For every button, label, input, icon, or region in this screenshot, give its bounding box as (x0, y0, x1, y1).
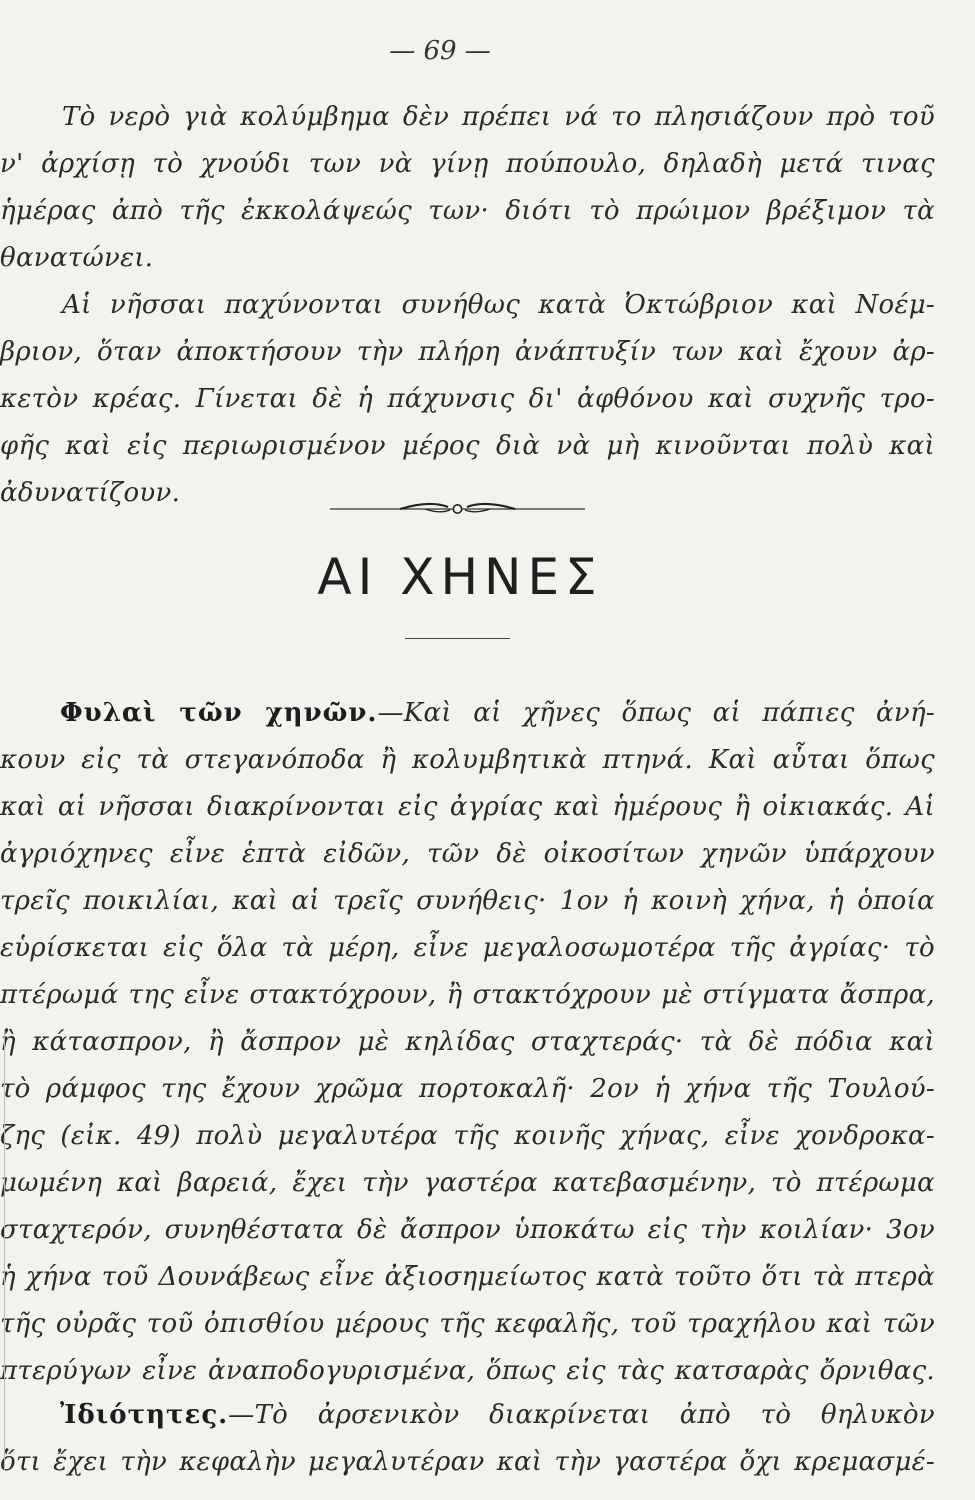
first-line-text: —Τὸ ἀρσενικὸν διακρίνεται ἀπὸ τὸ θηλυκὸν (228, 1400, 935, 1430)
paragraph-line: εὑρίσκεται εἰς ὅλα τὰ μέρη, εἶνε μεγαλοσωμοτέρα τῆς ἀγρίας· τὸ (0, 933, 935, 963)
paragraph-line: ζης (εἰκ. 49) πολὺ μεγαλυτέρα τῆς κοινῆς χήνας, εἶνε χονδροκα- (0, 1121, 935, 1151)
paragraph-line: πτέρωμά της εἶνε στακτόχρουν, ἢ στακτόχρουν μὲ στίγματα ἄσπρα, (0, 980, 935, 1010)
paragraph-line: καὶ αἱ νῆσσαι διακρίνονται εἰς ἀγρίας καὶ ἡμέρους ἢ οἰκιακάς. Αἱ (0, 792, 935, 822)
paragraph-line: ἡμέρας ἀπὸ τῆς ἐκκολάψεώς των· διότι τὸ πρώιμον βρέξιμον τὰ (0, 196, 935, 226)
section-title: ΑΙ ΧΗΝΕΣ (317, 548, 603, 606)
paragraph-line: Τὸ νερὸ γιὰ κολύμβημα δὲν πρέπει νά το πλησιάζουν πρὸ τοῦ (62, 102, 935, 132)
paragraph-line: ὅτι ἔχει τὴν κεφαλὴν μεγαλυτέραν καὶ τὴν γαστέρα ὄχι κρεμασμέ- (0, 1447, 935, 1477)
paragraph-3 (0, 690, 935, 1395)
paragraph-line: κετὸν κρέας. Γίνεται δὲ ἡ πάχυνσις δι' ἀφθόνου καὶ συχνῆς τρο- (0, 384, 935, 414)
paragraph-line: τὸ ράμφος της ἔχουν χρῶμα πορτοκαλῆ· 2ον ἡ χήνα τῆς Τουλού- (0, 1074, 935, 1104)
title-underline (405, 638, 510, 639)
ornament-divider (330, 494, 585, 524)
paragraph-1 (0, 94, 935, 282)
page-edge-line (4, 1030, 5, 1470)
paragraph-first-line (0, 690, 935, 737)
paragraph-line: πτερύγων εἶνε ἀναποδογυρισμένα, ὅπως εἰς τὰς κατσαρὰς ὄρνιθας. (0, 1356, 935, 1386)
paragraph-line: κουν εἰς τὰ στεγανόποδα ἢ κολυμβητικὰ πτηνά. Καὶ αὗται ὅπως (0, 745, 935, 775)
paragraph-line: βριον, ὅταν ἀποκτήσουν τὴν πλήρη ἀνάπτυξίν των καὶ ἔχουν ἀρ- (0, 337, 935, 367)
run-in-heading: Ἰδιότητες. (60, 1400, 229, 1430)
paragraph-line: ἀγριόχηνες εἶνε ἑπτὰ εἰδῶν, τῶν δὲ οἰκοσίτων χηνῶν ὑπάρχουν (0, 839, 935, 869)
paragraph-line: μωμένη καὶ βαρειά, ἔχει τὴν γαστέρα κατεβασμένην, τὸ πτέρωμα (0, 1168, 935, 1198)
paragraph-line: σταχτερόν, συνηθέστατα δὲ ἄσπρον ὑποκάτω εἰς τὴν κοιλίαν· 3ον (0, 1215, 935, 1245)
paragraph-line: ἡ χήνα τοῦ Δουνάβεως εἶνε ἀξιοσημείωτος κατὰ τοῦτο ὅτι τὰ πτερὰ (0, 1262, 935, 1292)
paragraph-first-line (0, 1392, 935, 1439)
paragraph-line: τρεῖς ποικιλίαι, καὶ αἱ τρεῖς συνήθεις· 1ον ἡ κοινὴ χήνα, ἡ ὁποία (0, 886, 935, 916)
paragraph-line: Αἱ νῆσσαι παχύνονται συνήθως κατὰ Ὀκτώβριον καὶ Νοέμ- (62, 290, 935, 320)
paragraph-4 (0, 1392, 935, 1486)
paragraph-line: φῆς καὶ εἰς περιωρισμένον μέρος διὰ νὰ μὴ κινοῦνται πολὺ καὶ (0, 431, 935, 461)
paragraph-line: θανατώνει. (0, 243, 154, 273)
paragraph-2 (0, 282, 935, 517)
page-number: — 69 — (389, 36, 491, 66)
paragraph-line: ν' ἀρχίσῃ τὸ χνούδι των νὰ γίνῃ πούπουλο, δηλαδὴ μετά τινας (0, 149, 935, 179)
paragraph-line: ἢ κάτασπρον, ἢ ἄσπρον μὲ κηλίδας σταχτεράς· τὰ δὲ πόδια καὶ (0, 1027, 935, 1057)
paragraph-line: τῆς οὐρᾶς τοῦ ὀπισθίου μέρους τῆς κεφαλῆς, τοῦ τραχήλου καὶ τῶν (0, 1309, 935, 1339)
run-in-heading: Φυλαὶ τῶν χηνῶν. (60, 698, 378, 728)
paragraph-line: ἀδυνατίζουν. (0, 478, 181, 508)
first-line-text: —Καὶ αἱ χῆνες ὅπως αἱ πάπιες ἀνή- (377, 698, 935, 728)
